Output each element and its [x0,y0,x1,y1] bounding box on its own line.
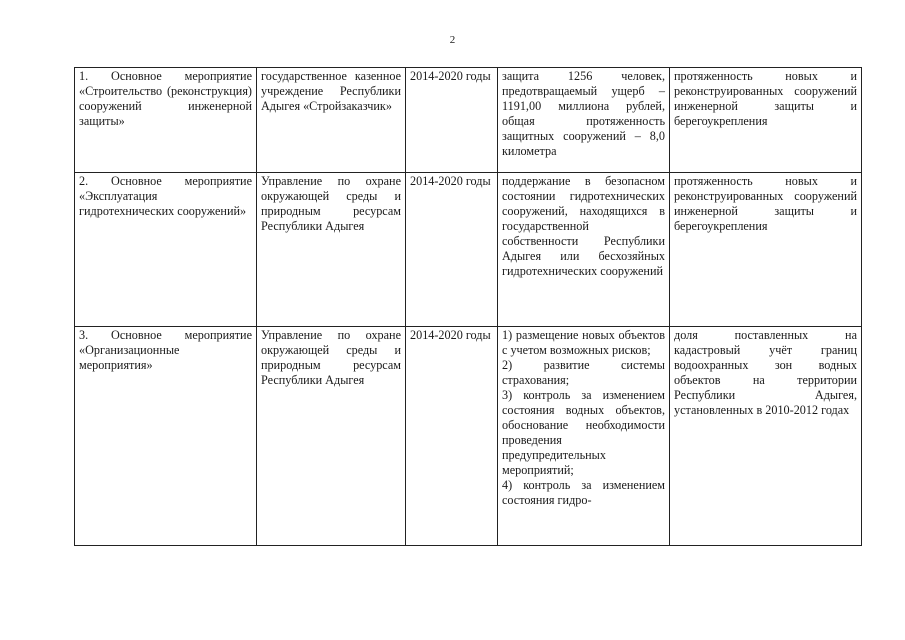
measure-cell: 1. Основное мероприятие «Строительство (реконструкция) сооружений инженерной защиты» [75,68,257,173]
measures-table [74,67,862,546]
result-cell: защита 1256 человек, предотвращаемый ущерб – 1191,00 миллиона рублей, общая протяженность защитных сооружений – 8,0 километра [498,68,670,173]
table-row [75,68,862,173]
result-cell: 1) размещение новых объектов с учетом возможных рисков; 2) развитие системы страхования; 3) контроль за изменением состояния водных объектов, обоснование необходимости проведения предупредительных мероприятий; 4) контроль за изменением состояния гидро- [498,327,670,546]
executor-cell: государственное казенное учреждение Республики Адыгея «Стройзаказчик» [257,68,406,173]
term-cell: 2014-2020 годы [406,327,498,546]
indicator-cell: протяженность новых и реконструированных сооружений инженерной защиты и берегоукрепления [670,68,862,173]
result-cell: поддержание в безопасном состоянии гидротехнических сооружений, находящихся в государственной собственности Республики Адыгея или бесхозяйных гидротехнических сооружений [498,173,670,327]
term-cell: 2014-2020 годы [406,68,498,173]
table-row [75,327,862,546]
term-cell: 2014-2020 годы [406,173,498,327]
executor-cell: Управление по охране окружающей среды и природным ресурсам Республики Адыгея [257,173,406,327]
indicator-cell: протяженность новых и реконструированных сооружений инженерной защиты и берегоукрепления [670,173,862,327]
page-number: 2 [449,34,456,46]
table-row [75,173,862,327]
executor-cell: Управление по охране окружающей среды и природным ресурсам Республики Адыгея [257,327,406,546]
indicator-cell: доля поставленных на кадастровый учёт границ водоохранных зон водных объектов на территории Республики Адыгея, установленных в 2010-2012 годах [670,327,862,546]
measure-cell: 3. Основное мероприятие «Организационные мероприятия» [75,327,257,546]
measure-cell: 2. Основное мероприятие «Эксплуатация гидротехнических сооружений» [75,173,257,327]
